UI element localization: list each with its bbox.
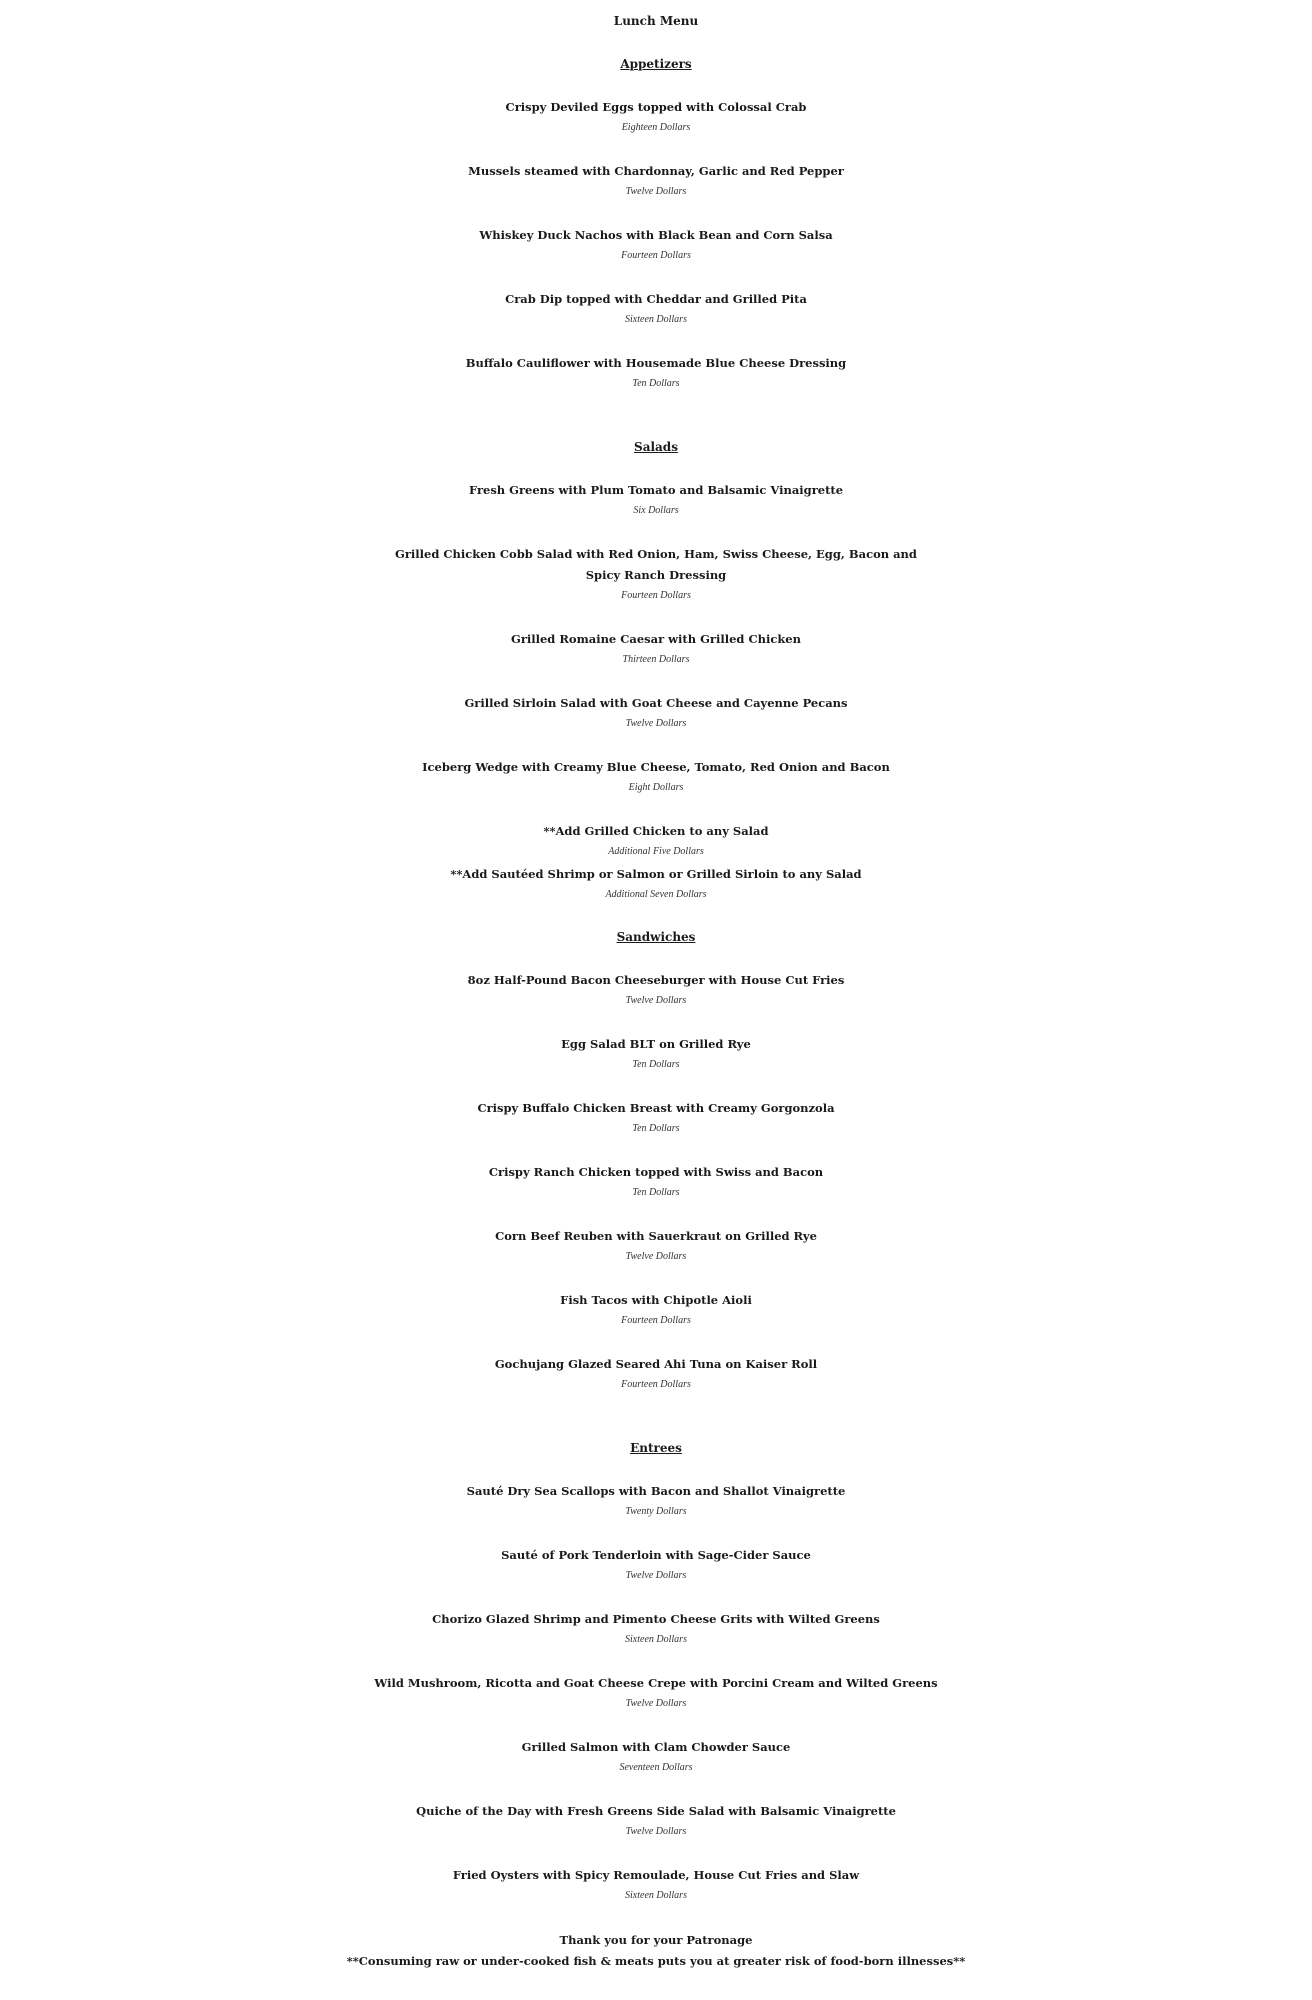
menu-item-price: Sixteen Dollars <box>625 1890 687 1901</box>
menu-item-price: Eight Dollars <box>628 782 684 793</box>
menu-item-name: Mussels steamed with Chardonnay, Garlic and Red Pepper <box>468 164 844 178</box>
salad-addon-price: Additional Five Dollars <box>608 846 704 857</box>
menu-item-price: Seventeen Dollars <box>619 1762 693 1773</box>
menu-item-price: Fourteen Dollars <box>621 590 691 601</box>
menu-item-name: Fish Tacos with Chipotle Aioli <box>560 1293 752 1307</box>
menu-item-price: Twelve Dollars <box>625 718 687 729</box>
menu-item-name: Crispy Buffalo Chicken Breast with Creamy Gorgonzola <box>477 1101 835 1115</box>
menu-item-name: Quiche of the Day with Fresh Greens Side Salad with Balsamic Vinaigrette <box>416 1804 896 1818</box>
menu-item-name: Grilled Romaine Caesar with Grilled Chicken <box>511 632 801 646</box>
menu-item-price: Sixteen Dollars <box>625 1634 687 1645</box>
menu-item-name: Egg Salad BLT on Grilled Rye <box>561 1037 751 1051</box>
menu-item-price: Ten Dollars <box>632 1059 680 1070</box>
menu-item-price: Fourteen Dollars <box>621 250 691 261</box>
menu-item-price: Thirteen Dollars <box>622 654 690 665</box>
footer-warning: **Consuming raw or under-cooked fish & meats puts you at greater risk of food-born illnesses** <box>346 1954 966 1968</box>
menu-item-price: Twelve Dollars <box>625 995 687 1006</box>
menu-item-price: Twelve Dollars <box>625 1698 687 1709</box>
menu-item-name: Sauté Dry Sea Scallops with Bacon and Shallot Vinaigrette <box>466 1484 846 1498</box>
menu-item-name: Whiskey Duck Nachos with Black Bean and Corn Salsa <box>479 228 833 242</box>
menu-item-name-line1: Grilled Chicken Cobb Salad with Red Onion, Ham, Swiss Cheese, Egg, Bacon and <box>395 547 917 561</box>
menu-item-name: Chorizo Glazed Shrimp and Pimento Cheese Grits with Wilted Greens <box>432 1612 880 1626</box>
menu-item-price: Fourteen Dollars <box>621 1379 691 1390</box>
menu-item-price: Eighteen Dollars <box>621 122 691 133</box>
salad-addon-name: **Add Grilled Chicken to any Salad <box>543 824 769 838</box>
menu-item-price: Fourteen Dollars <box>621 1315 691 1326</box>
menu-item-price: Ten Dollars <box>632 378 680 389</box>
menu-item-name: Grilled Salmon with Clam Chowder Sauce <box>521 1740 791 1754</box>
salad-addon-name: **Add Sautéed Shrimp or Salmon or Grilled Sirloin to any Salad <box>450 867 862 881</box>
menu-item-name: 8oz Half-Pound Bacon Cheeseburger with House Cut Fries <box>467 973 845 987</box>
menu-title: Lunch Menu <box>613 14 699 28</box>
menu-item-price: Twenty Dollars <box>625 1506 687 1517</box>
menu-item-price: Twelve Dollars <box>625 1251 687 1262</box>
menu-item-name: Buffalo Cauliflower with Housemade Blue Cheese Dressing <box>465 356 847 370</box>
menu-item-price: Twelve Dollars <box>625 1570 687 1581</box>
menu-item-name: Crispy Ranch Chicken topped with Swiss and Bacon <box>488 1165 824 1179</box>
menu-item-name: Fresh Greens with Plum Tomato and Balsamic Vinaigrette <box>468 483 844 497</box>
menu-item-name: Gochujang Glazed Seared Ahi Tuna on Kaiser Roll <box>494 1357 818 1371</box>
menu-item-name: Iceberg Wedge with Creamy Blue Cheese, Tomato, Red Onion and Bacon <box>422 760 890 774</box>
section-heading-entrees: Entrees <box>630 1441 682 1455</box>
menu-item-price: Ten Dollars <box>632 1123 680 1134</box>
menu-item-name: Sauté of Pork Tenderloin with Sage-Cider Sauce <box>501 1548 811 1562</box>
menu-item-price: Twelve Dollars <box>625 186 687 197</box>
section-heading-salads: Salads <box>634 440 678 454</box>
menu-item-price: Sixteen Dollars <box>625 314 687 325</box>
section-heading-sandwiches: Sandwiches <box>616 930 696 944</box>
menu-item-name: Crab Dip topped with Cheddar and Grilled Pita <box>505 292 807 306</box>
menu-item-name: Wild Mushroom, Ricotta and Goat Cheese Crepe with Porcini Cream and Wilted Greens <box>374 1676 938 1690</box>
menu-item-name: Fried Oysters with Spicy Remoulade, House Cut Fries and Slaw <box>452 1868 860 1882</box>
menu-item-price: Ten Dollars <box>632 1187 680 1198</box>
menu-item-price: Six Dollars <box>633 505 679 516</box>
menu-item-name: Grilled Sirloin Salad with Goat Cheese and Cayenne Pecans <box>464 696 848 710</box>
menu-item-name: Corn Beef Reuben with Sauerkraut on Grilled Rye <box>495 1229 817 1243</box>
menu-item-name-line2: Spicy Ranch Dressing <box>585 568 727 582</box>
salad-addon-price: Additional Seven Dollars <box>605 889 707 900</box>
menu-item-price: Twelve Dollars <box>625 1826 687 1837</box>
section-heading-appetizers: Appetizers <box>620 57 692 71</box>
footer-thanks: Thank you for your Patronage <box>559 1933 753 1947</box>
menu-item-name: Crispy Deviled Eggs topped with Colossal Crab <box>505 100 807 114</box>
